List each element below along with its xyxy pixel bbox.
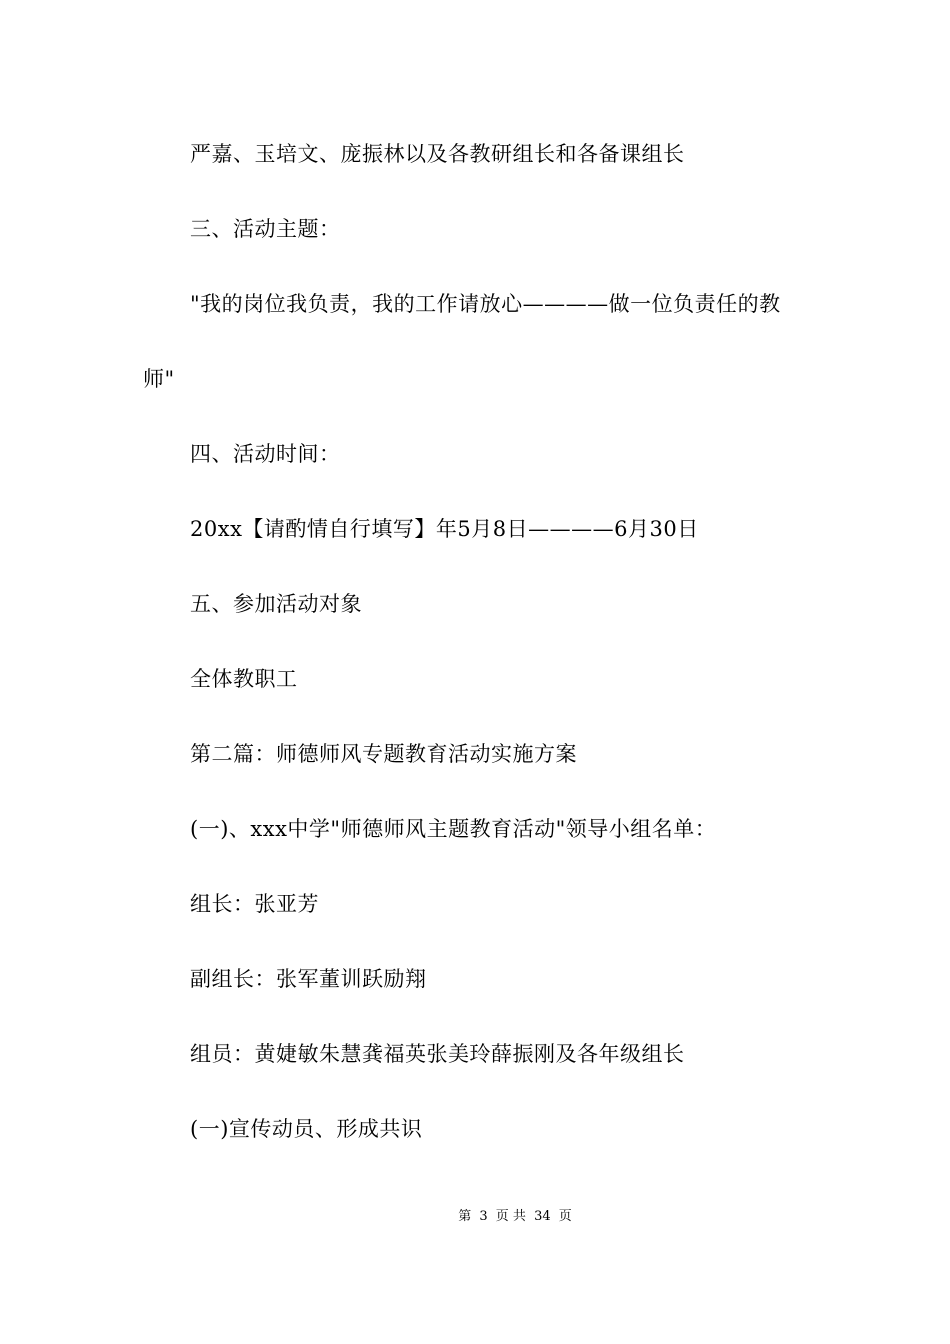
text-line: 全体教职工: [190, 667, 298, 691]
footer-total-pages: 34: [534, 1209, 551, 1224]
footer-prefix: 第: [458, 1209, 472, 1224]
text-line: "我的岗位我负责，我的工作请放心————做一位负责任的教: [190, 292, 781, 316]
footer-suffix: 页: [558, 1209, 572, 1224]
footer-middle: 页 共: [495, 1209, 526, 1224]
text-line: 20xx【请酌情自行填写】年5月8日————6月30日: [190, 517, 699, 541]
text-line: 师": [143, 367, 175, 391]
section-heading: 三、活动主题：: [190, 217, 341, 241]
section-heading: (一)宣传动员、形成共识: [190, 1117, 423, 1141]
text-line: 组员：黄婕敏朱慧龚福英张美玲薛振刚及各年级组长: [190, 1042, 685, 1066]
section-heading: 四、活动时间：: [190, 442, 341, 466]
text-line: 副组长：张军董训跃励翔: [190, 967, 427, 991]
text-line: 组长：张亚芳: [190, 892, 319, 916]
chapter-heading: 第二篇：师德师风专题教育活动实施方案: [190, 742, 577, 766]
footer-current-page: 3: [479, 1209, 488, 1224]
section-heading: 五、参加活动对象: [190, 592, 362, 616]
page-footer: [0, 1208, 950, 1226]
text-line: 严嘉、玉培文、庞振林以及各教研组长和各备课组长: [190, 142, 685, 166]
text-line: (一)、xxx中学"师德师风主题教育活动"领导小组名单：: [190, 817, 717, 841]
